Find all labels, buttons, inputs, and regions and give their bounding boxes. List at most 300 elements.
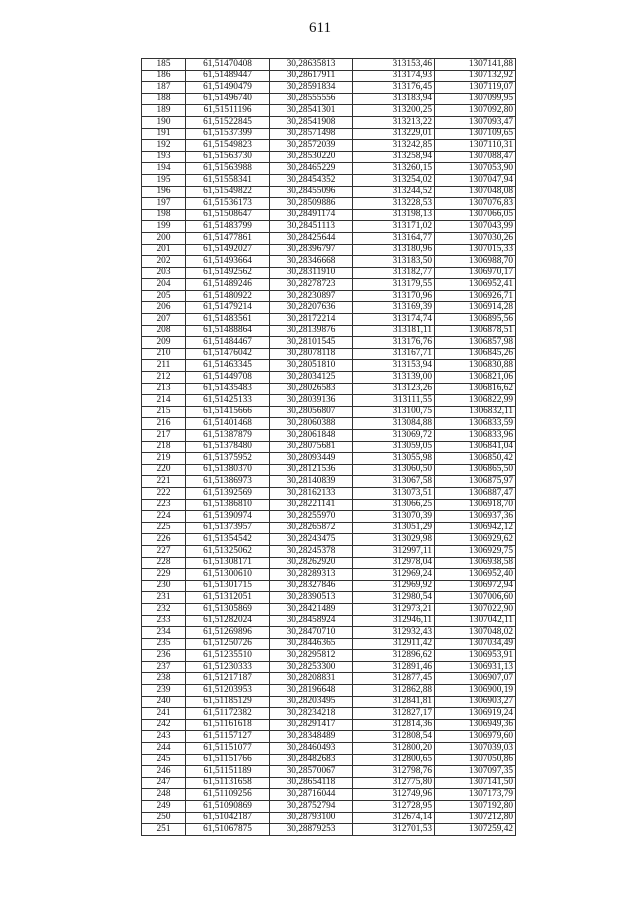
y-coordinate-cell: 1306900,19	[435, 685, 516, 697]
table-row	[142, 325, 516, 337]
table-row	[142, 464, 516, 476]
y-coordinate-cell: 1307099,95	[435, 93, 516, 105]
table-row	[142, 174, 516, 186]
latitude-cell: 61,51563988	[186, 163, 270, 175]
y-coordinate-cell: 1307053,90	[435, 163, 516, 175]
point-number-cell: 250	[142, 812, 186, 824]
table-row	[142, 314, 516, 326]
point-number-cell: 236	[142, 650, 186, 662]
longitude-cell: 30,28208831	[270, 673, 353, 685]
longitude-cell: 30,28327846	[270, 580, 353, 592]
point-number-cell: 226	[142, 534, 186, 546]
longitude-cell: 30,28262920	[270, 557, 353, 569]
latitude-cell: 61,51435483	[186, 383, 270, 395]
table-row	[142, 615, 516, 627]
y-coordinate-cell: 1307132,92	[435, 70, 516, 82]
x-coordinate-cell: 313029,98	[353, 534, 435, 546]
latitude-cell: 61,51151077	[186, 743, 270, 755]
longitude-cell: 30,28509886	[270, 198, 353, 210]
point-number-cell: 211	[142, 360, 186, 372]
latitude-cell: 61,51470408	[186, 59, 270, 71]
longitude-cell: 30,28093449	[270, 453, 353, 465]
x-coordinate-cell: 313176,76	[353, 337, 435, 349]
table-row	[142, 163, 516, 175]
latitude-cell: 61,51476042	[186, 348, 270, 360]
table-row	[142, 256, 516, 268]
y-coordinate-cell: 1307047,94	[435, 174, 516, 186]
latitude-cell: 61,51522845	[186, 116, 270, 128]
table-row	[142, 232, 516, 244]
table-row	[142, 777, 516, 789]
x-coordinate-cell: 312969,92	[353, 580, 435, 592]
point-number-cell: 224	[142, 511, 186, 523]
point-number-cell: 188	[142, 93, 186, 105]
table-row	[142, 534, 516, 546]
coordinates-table	[141, 58, 516, 836]
y-coordinate-cell: 1307093,47	[435, 116, 516, 128]
table-row	[142, 580, 516, 592]
table-row	[142, 198, 516, 210]
y-coordinate-cell: 1306865,50	[435, 464, 516, 476]
latitude-cell: 61,51449708	[186, 372, 270, 384]
y-coordinate-cell: 1307109,65	[435, 128, 516, 140]
x-coordinate-cell: 313169,39	[353, 302, 435, 314]
y-coordinate-cell: 1307097,35	[435, 766, 516, 778]
latitude-cell: 61,51308171	[186, 557, 270, 569]
longitude-cell: 30,28541908	[270, 116, 353, 128]
latitude-cell: 61,51217187	[186, 673, 270, 685]
y-coordinate-cell: 1306878,51	[435, 325, 516, 337]
longitude-cell: 30,28541301	[270, 105, 353, 117]
latitude-cell: 61,51305869	[186, 603, 270, 615]
x-coordinate-cell: 312891,46	[353, 661, 435, 673]
y-coordinate-cell: 1307110,31	[435, 140, 516, 152]
y-coordinate-cell: 1306949,36	[435, 719, 516, 731]
table-row	[142, 661, 516, 673]
latitude-cell: 61,51300610	[186, 569, 270, 581]
point-number-cell: 238	[142, 673, 186, 685]
latitude-cell: 61,51480922	[186, 290, 270, 302]
x-coordinate-cell: 312932,43	[353, 627, 435, 639]
x-coordinate-cell: 313067,58	[353, 476, 435, 488]
longitude-cell: 30,28346668	[270, 256, 353, 268]
longitude-cell: 30,28196648	[270, 685, 353, 697]
longitude-cell: 30,28311910	[270, 267, 353, 279]
point-number-cell: 247	[142, 777, 186, 789]
longitude-cell: 30,28039136	[270, 395, 353, 407]
longitude-cell: 30,28230897	[270, 290, 353, 302]
x-coordinate-cell: 313066,25	[353, 499, 435, 511]
point-number-cell: 189	[142, 105, 186, 117]
longitude-cell: 30,28572039	[270, 140, 353, 152]
point-number-cell: 216	[142, 418, 186, 430]
table-row	[142, 638, 516, 650]
y-coordinate-cell: 1306970,17	[435, 267, 516, 279]
point-number-cell: 187	[142, 82, 186, 94]
latitude-cell: 61,51373957	[186, 522, 270, 534]
table-row	[142, 453, 516, 465]
point-number-cell: 240	[142, 696, 186, 708]
latitude-cell: 61,51250726	[186, 638, 270, 650]
x-coordinate-cell: 312749,96	[353, 789, 435, 801]
table-row	[142, 128, 516, 140]
y-coordinate-cell: 1306988,70	[435, 256, 516, 268]
y-coordinate-cell: 1307141,50	[435, 777, 516, 789]
x-coordinate-cell: 313213,22	[353, 116, 435, 128]
y-coordinate-cell: 1307259,42	[435, 824, 516, 836]
x-coordinate-cell: 312814,36	[353, 719, 435, 731]
point-number-cell: 209	[142, 337, 186, 349]
longitude-cell: 30,28348489	[270, 731, 353, 743]
y-coordinate-cell: 1306857,98	[435, 337, 516, 349]
y-coordinate-cell: 1306832,11	[435, 406, 516, 418]
y-coordinate-cell: 1307022,90	[435, 603, 516, 615]
y-coordinate-cell: 1307192,80	[435, 801, 516, 813]
table-row	[142, 499, 516, 511]
longitude-cell: 30,28295812	[270, 650, 353, 662]
table-row	[142, 545, 516, 557]
y-coordinate-cell: 1306942,12	[435, 522, 516, 534]
x-coordinate-cell: 312911,42	[353, 638, 435, 650]
x-coordinate-cell: 313153,94	[353, 360, 435, 372]
table-row	[142, 685, 516, 697]
x-coordinate-cell: 313180,96	[353, 244, 435, 256]
x-coordinate-cell: 312841,81	[353, 696, 435, 708]
longitude-cell: 30,28470710	[270, 627, 353, 639]
y-coordinate-cell: 1306919,24	[435, 708, 516, 720]
y-coordinate-cell: 1307043,99	[435, 221, 516, 233]
point-number-cell: 186	[142, 70, 186, 82]
table-row	[142, 105, 516, 117]
point-number-cell: 215	[142, 406, 186, 418]
latitude-cell: 61,51492562	[186, 267, 270, 279]
longitude-cell: 30,28491174	[270, 209, 353, 221]
x-coordinate-cell: 312800,20	[353, 743, 435, 755]
table-row	[142, 221, 516, 233]
y-coordinate-cell: 1306816,62	[435, 383, 516, 395]
longitude-cell: 30,28482683	[270, 754, 353, 766]
table-row	[142, 383, 516, 395]
table-row	[142, 151, 516, 163]
latitude-cell: 61,51375952	[186, 453, 270, 465]
point-number-cell: 242	[142, 719, 186, 731]
point-number-cell: 191	[142, 128, 186, 140]
latitude-cell: 61,51235510	[186, 650, 270, 662]
x-coordinate-cell: 313254,02	[353, 174, 435, 186]
longitude-cell: 30,28162133	[270, 487, 353, 499]
table-row	[142, 801, 516, 813]
x-coordinate-cell: 313060,50	[353, 464, 435, 476]
table-row	[142, 487, 516, 499]
table-row	[142, 279, 516, 291]
y-coordinate-cell: 1307048,02	[435, 627, 516, 639]
y-coordinate-cell: 1306979,60	[435, 731, 516, 743]
y-coordinate-cell: 1307006,60	[435, 592, 516, 604]
y-coordinate-cell: 1307015,33	[435, 244, 516, 256]
y-coordinate-cell: 1306903,27	[435, 696, 516, 708]
longitude-cell: 30,28591834	[270, 82, 353, 94]
table-row	[142, 476, 516, 488]
longitude-cell: 30,28255970	[270, 511, 353, 523]
longitude-cell: 30,28278723	[270, 279, 353, 291]
x-coordinate-cell: 313242,85	[353, 140, 435, 152]
longitude-cell: 30,28078118	[270, 348, 353, 360]
y-coordinate-cell: 1307173,79	[435, 789, 516, 801]
latitude-cell: 61,51401468	[186, 418, 270, 430]
latitude-cell: 61,51203953	[186, 685, 270, 697]
x-coordinate-cell: 312728,95	[353, 801, 435, 813]
x-coordinate-cell: 312701,53	[353, 824, 435, 836]
table-row	[142, 244, 516, 256]
point-number-cell: 230	[142, 580, 186, 592]
y-coordinate-cell: 1306952,40	[435, 569, 516, 581]
table-row	[142, 290, 516, 302]
table-row	[142, 441, 516, 453]
latitude-cell: 61,51282024	[186, 615, 270, 627]
point-number-cell: 235	[142, 638, 186, 650]
latitude-cell: 61,51492027	[186, 244, 270, 256]
latitude-cell: 61,51477861	[186, 232, 270, 244]
table-row	[142, 731, 516, 743]
latitude-cell: 61,51496740	[186, 93, 270, 105]
y-coordinate-cell: 1306931,13	[435, 661, 516, 673]
point-number-cell: 220	[142, 464, 186, 476]
x-coordinate-cell: 312798,76	[353, 766, 435, 778]
longitude-cell: 30,28879253	[270, 824, 353, 836]
y-coordinate-cell: 1306929,75	[435, 545, 516, 557]
x-coordinate-cell: 313171,02	[353, 221, 435, 233]
table-row	[142, 430, 516, 442]
point-number-cell: 223	[142, 499, 186, 511]
longitude-cell: 30,28172214	[270, 314, 353, 326]
y-coordinate-cell: 1306841,04	[435, 441, 516, 453]
y-coordinate-cell: 1307034,49	[435, 638, 516, 650]
x-coordinate-cell: 313174,74	[353, 314, 435, 326]
longitude-cell: 30,28061848	[270, 430, 353, 442]
table-row	[142, 708, 516, 720]
point-number-cell: 233	[142, 615, 186, 627]
x-coordinate-cell: 313123,26	[353, 383, 435, 395]
point-number-cell: 227	[142, 545, 186, 557]
latitude-cell: 61,51493664	[186, 256, 270, 268]
point-number-cell: 198	[142, 209, 186, 221]
table-row	[142, 522, 516, 534]
x-coordinate-cell: 313100,75	[353, 406, 435, 418]
table-row	[142, 696, 516, 708]
longitude-cell: 30,28793100	[270, 812, 353, 824]
y-coordinate-cell: 1306953,91	[435, 650, 516, 662]
x-coordinate-cell: 313174,93	[353, 70, 435, 82]
x-coordinate-cell: 313167,71	[353, 348, 435, 360]
longitude-cell: 30,28460493	[270, 743, 353, 755]
point-number-cell: 185	[142, 59, 186, 71]
table-row	[142, 673, 516, 685]
longitude-cell: 30,28451113	[270, 221, 353, 233]
y-coordinate-cell: 1306875,97	[435, 476, 516, 488]
latitude-cell: 61,51386973	[186, 476, 270, 488]
latitude-cell: 61,51161618	[186, 719, 270, 731]
x-coordinate-cell: 312973,21	[353, 603, 435, 615]
longitude-cell: 30,28570067	[270, 766, 353, 778]
latitude-cell: 61,51489246	[186, 279, 270, 291]
point-number-cell: 200	[142, 232, 186, 244]
y-coordinate-cell: 1307212,80	[435, 812, 516, 824]
point-number-cell: 228	[142, 557, 186, 569]
y-coordinate-cell: 1306895,56	[435, 314, 516, 326]
longitude-cell: 30,28289313	[270, 569, 353, 581]
x-coordinate-cell: 312997,11	[353, 545, 435, 557]
x-coordinate-cell: 313055,98	[353, 453, 435, 465]
y-coordinate-cell: 1306926,71	[435, 290, 516, 302]
longitude-cell: 30,28026583	[270, 383, 353, 395]
longitude-cell: 30,28234218	[270, 708, 353, 720]
table-row	[142, 186, 516, 198]
point-number-cell: 241	[142, 708, 186, 720]
x-coordinate-cell: 313244,52	[353, 186, 435, 198]
longitude-cell: 30,28425644	[270, 232, 353, 244]
point-number-cell: 229	[142, 569, 186, 581]
x-coordinate-cell: 312980,54	[353, 592, 435, 604]
x-coordinate-cell: 312969,24	[353, 569, 435, 581]
point-number-cell: 239	[142, 685, 186, 697]
latitude-cell: 61,51536173	[186, 198, 270, 210]
table-row	[142, 627, 516, 639]
y-coordinate-cell: 1306845,26	[435, 348, 516, 360]
longitude-cell: 30,28221141	[270, 499, 353, 511]
point-number-cell: 245	[142, 754, 186, 766]
x-coordinate-cell: 312808,54	[353, 731, 435, 743]
longitude-cell: 30,28390513	[270, 592, 353, 604]
y-coordinate-cell: 1306833,59	[435, 418, 516, 430]
point-number-cell: 248	[142, 789, 186, 801]
x-coordinate-cell: 313051,29	[353, 522, 435, 534]
table-row	[142, 337, 516, 349]
point-number-cell: 219	[142, 453, 186, 465]
longitude-cell: 30,28530220	[270, 151, 353, 163]
latitude-cell: 61,51151189	[186, 766, 270, 778]
longitude-cell: 30,28253300	[270, 661, 353, 673]
table-row	[142, 348, 516, 360]
y-coordinate-cell: 1306907,07	[435, 673, 516, 685]
point-number-cell: 205	[142, 290, 186, 302]
x-coordinate-cell: 313069,72	[353, 430, 435, 442]
latitude-cell: 61,51325062	[186, 545, 270, 557]
longitude-cell: 30,28455096	[270, 186, 353, 198]
longitude-cell: 30,28207636	[270, 302, 353, 314]
point-number-cell: 212	[142, 372, 186, 384]
y-coordinate-cell: 1307076,83	[435, 198, 516, 210]
table-row	[142, 789, 516, 801]
table-row	[142, 569, 516, 581]
x-coordinate-cell: 313139,00	[353, 372, 435, 384]
coordinates-table-body	[142, 59, 516, 836]
latitude-cell: 61,51172382	[186, 708, 270, 720]
latitude-cell: 61,51563730	[186, 151, 270, 163]
latitude-cell: 61,51483561	[186, 314, 270, 326]
x-coordinate-cell: 312946,11	[353, 615, 435, 627]
point-number-cell: 195	[142, 174, 186, 186]
latitude-cell: 61,51558341	[186, 174, 270, 186]
longitude-cell: 30,28454352	[270, 174, 353, 186]
latitude-cell: 61,51415666	[186, 406, 270, 418]
x-coordinate-cell: 313111,55	[353, 395, 435, 407]
latitude-cell: 61,51483799	[186, 221, 270, 233]
point-number-cell: 203	[142, 267, 186, 279]
table-row	[142, 302, 516, 314]
latitude-cell: 61,51312051	[186, 592, 270, 604]
latitude-cell: 61,51537399	[186, 128, 270, 140]
table-row	[142, 82, 516, 94]
longitude-cell: 30,28635813	[270, 59, 353, 71]
point-number-cell: 199	[142, 221, 186, 233]
table-row	[142, 592, 516, 604]
latitude-cell: 61,51489447	[186, 70, 270, 82]
longitude-cell: 30,28139876	[270, 325, 353, 337]
latitude-cell: 61,51090869	[186, 801, 270, 813]
latitude-cell: 61,51378480	[186, 441, 270, 453]
table-row	[142, 116, 516, 128]
x-coordinate-cell: 313229,01	[353, 128, 435, 140]
x-coordinate-cell: 312896,62	[353, 650, 435, 662]
y-coordinate-cell: 1306937,36	[435, 511, 516, 523]
longitude-cell: 30,28121536	[270, 464, 353, 476]
latitude-cell: 61,51230333	[186, 661, 270, 673]
x-coordinate-cell: 312877,45	[353, 673, 435, 685]
y-coordinate-cell: 1307141,88	[435, 59, 516, 71]
table-row	[142, 418, 516, 430]
longitude-cell: 30,28458924	[270, 615, 353, 627]
point-number-cell: 207	[142, 314, 186, 326]
x-coordinate-cell: 312827,17	[353, 708, 435, 720]
point-number-cell: 232	[142, 603, 186, 615]
longitude-cell: 30,28101545	[270, 337, 353, 349]
y-coordinate-cell: 1307088,47	[435, 151, 516, 163]
longitude-cell: 30,28051810	[270, 360, 353, 372]
y-coordinate-cell: 1307030,26	[435, 232, 516, 244]
table-row	[142, 372, 516, 384]
longitude-cell: 30,28034125	[270, 372, 353, 384]
y-coordinate-cell: 1306918,70	[435, 499, 516, 511]
x-coordinate-cell: 313228,53	[353, 198, 435, 210]
y-coordinate-cell: 1306887,47	[435, 487, 516, 499]
point-number-cell: 249	[142, 801, 186, 813]
y-coordinate-cell: 1307039,03	[435, 743, 516, 755]
point-number-cell: 201	[142, 244, 186, 256]
table-row	[142, 743, 516, 755]
point-number-cell: 225	[142, 522, 186, 534]
point-number-cell: 193	[142, 151, 186, 163]
table-row	[142, 59, 516, 71]
y-coordinate-cell: 1307066,05	[435, 209, 516, 221]
point-number-cell: 196	[142, 186, 186, 198]
longitude-cell: 30,28140839	[270, 476, 353, 488]
point-number-cell: 244	[142, 743, 186, 755]
latitude-cell: 61,51463345	[186, 360, 270, 372]
point-number-cell: 214	[142, 395, 186, 407]
table-row	[142, 557, 516, 569]
table-row	[142, 603, 516, 615]
y-coordinate-cell: 1307048,08	[435, 186, 516, 198]
latitude-cell: 61,51511196	[186, 105, 270, 117]
latitude-cell: 61,51109256	[186, 789, 270, 801]
longitude-cell: 30,28265872	[270, 522, 353, 534]
point-number-cell: 218	[142, 441, 186, 453]
latitude-cell: 61,51301715	[186, 580, 270, 592]
x-coordinate-cell: 313073,51	[353, 487, 435, 499]
x-coordinate-cell: 313182,77	[353, 267, 435, 279]
x-coordinate-cell: 313084,88	[353, 418, 435, 430]
point-number-cell: 246	[142, 766, 186, 778]
